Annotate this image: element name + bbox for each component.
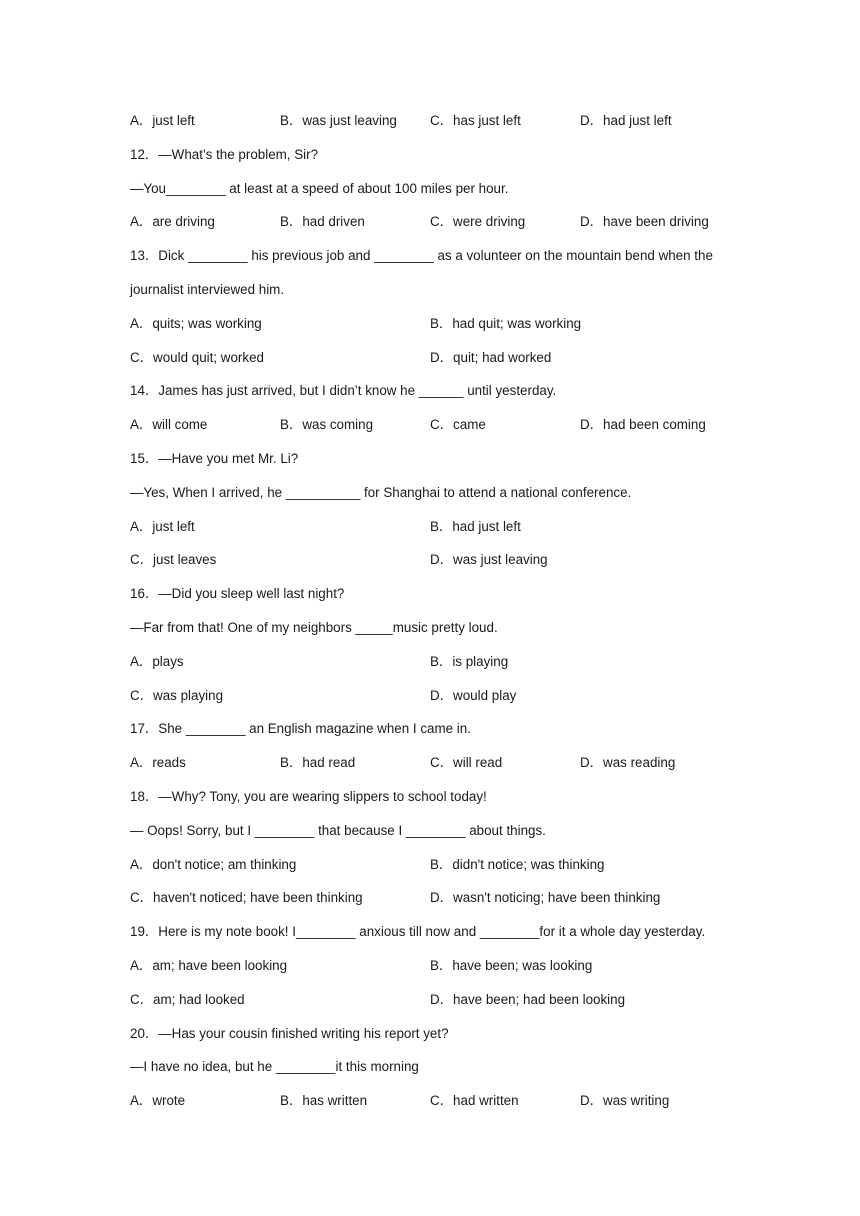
- answer-options-row: [130, 510, 770, 544]
- answer-option: D．was reading: [580, 755, 676, 771]
- question-text-line: — Oops! Sorry, but I ________ that because I ________ about things.: [130, 822, 546, 838]
- answer-option: D．had been coming: [580, 417, 706, 433]
- question-text-line: —Far from that! One of my neighbors _____music pretty loud.: [130, 619, 498, 635]
- question-text-line: 15．—Have you met Mr. Li?: [130, 450, 299, 466]
- answer-option: C．has just left: [430, 113, 521, 128]
- answer-options-row: [130, 205, 770, 239]
- answer-option: A．just left: [130, 518, 195, 534]
- answer-option: C．came: [430, 417, 486, 433]
- answer-option: C．would quit; worked: [130, 349, 264, 365]
- answer-option: B．was just leaving: [280, 113, 397, 128]
- question-text-line: 19．Here is my note book! I________ anxious till now and ________for it a whole day yesterday.: [130, 924, 706, 940]
- answer-option: C．am; had looked: [130, 991, 245, 1007]
- answer-options-row: [130, 645, 770, 679]
- answer-option: B．was coming: [280, 417, 374, 433]
- answer-option: A．am; have been looking: [130, 957, 288, 973]
- question-list: [130, 104, 770, 1118]
- answer-option: B．is playing: [430, 653, 509, 669]
- answer-option: C．haven't noticed; have been thinking: [130, 890, 363, 906]
- question-text-line: —Yes, When I arrived, he __________ for Shanghai to attend a national conference.: [130, 484, 632, 500]
- answer-option: A．reads: [130, 755, 186, 771]
- question-text-line: 20．—Has your cousin finished writing his report yet?: [130, 1025, 449, 1041]
- answer-option: D．have been; had been looking: [430, 991, 626, 1007]
- answer-option: B．didn't notice; was thinking: [430, 856, 605, 872]
- answer-option: C．was playing: [130, 687, 224, 703]
- answer-option: D．have been driving: [580, 214, 709, 230]
- answer-option: A．are driving: [130, 214, 215, 230]
- question-text-line: 12．—What’s the problem, Sir?: [130, 146, 319, 162]
- answer-options-row: [130, 341, 770, 375]
- answer-option: B．had just left: [430, 518, 521, 534]
- answer-options-row: [130, 983, 770, 1017]
- answer-option: C．had written: [430, 1093, 519, 1109]
- answer-option: D．was just leaving: [430, 552, 548, 568]
- answer-option: B．had driven: [280, 214, 365, 230]
- answer-option: A．just left: [130, 113, 195, 128]
- answer-options-row: [130, 1084, 770, 1118]
- answer-option: B．had read: [280, 755, 356, 771]
- answer-option: D．wasn't noticing; have been thinking: [430, 890, 661, 906]
- question-text-line: —I have no idea, but he ________it this morning: [130, 1059, 419, 1075]
- question-text-line: 13．Dick ________ his previous job and ________ as a volunteer on the mountain bend when the: [130, 248, 713, 264]
- question-text-line: 16．—Did you sleep well last night?: [130, 586, 345, 602]
- answer-options-row: [130, 679, 770, 713]
- answer-option: B．has written: [280, 1093, 368, 1109]
- question-text-line: —You________ at least at a speed of about 100 miles per hour.: [130, 180, 509, 196]
- answer-option: D．was writing: [580, 1093, 670, 1109]
- answer-option: D．quit; had worked: [430, 349, 552, 365]
- answer-option: B．had quit; was working: [430, 315, 582, 331]
- answer-option: A．plays: [130, 653, 184, 669]
- answer-option: C．will read: [430, 755, 503, 771]
- answer-option: A．will come: [130, 417, 208, 433]
- answer-options-row: [130, 949, 770, 983]
- answer-options-row: [130, 543, 770, 577]
- answer-options-row: [130, 746, 770, 780]
- question-text-line: 17．She ________ an English magazine when I came in.: [130, 721, 471, 737]
- answer-option: B．have been; was looking: [430, 957, 593, 973]
- answer-option: C．just leaves: [130, 552, 217, 568]
- answer-options-row: [130, 881, 770, 915]
- answer-options-row: [130, 848, 770, 882]
- question-text-line: 14．James has just arrived, but I didn’t know he ______ until yesterday.: [130, 383, 557, 399]
- question-text-line: 18．—Why? Tony, you are wearing slippers to school today!: [130, 788, 487, 804]
- question-text-line: journalist interviewed him.: [130, 281, 285, 297]
- answer-option: C．were driving: [430, 214, 526, 230]
- answer-options-row: [130, 408, 770, 442]
- answer-option: D．had just left: [580, 113, 672, 128]
- answer-option: A．quits; was working: [130, 315, 262, 331]
- answer-options-row: [130, 307, 770, 341]
- answer-option: A．don't notice; am thinking: [130, 856, 297, 872]
- answer-option: A．wrote: [130, 1093, 186, 1109]
- answer-options-row: [130, 104, 770, 138]
- answer-option: D．would play: [430, 687, 517, 703]
